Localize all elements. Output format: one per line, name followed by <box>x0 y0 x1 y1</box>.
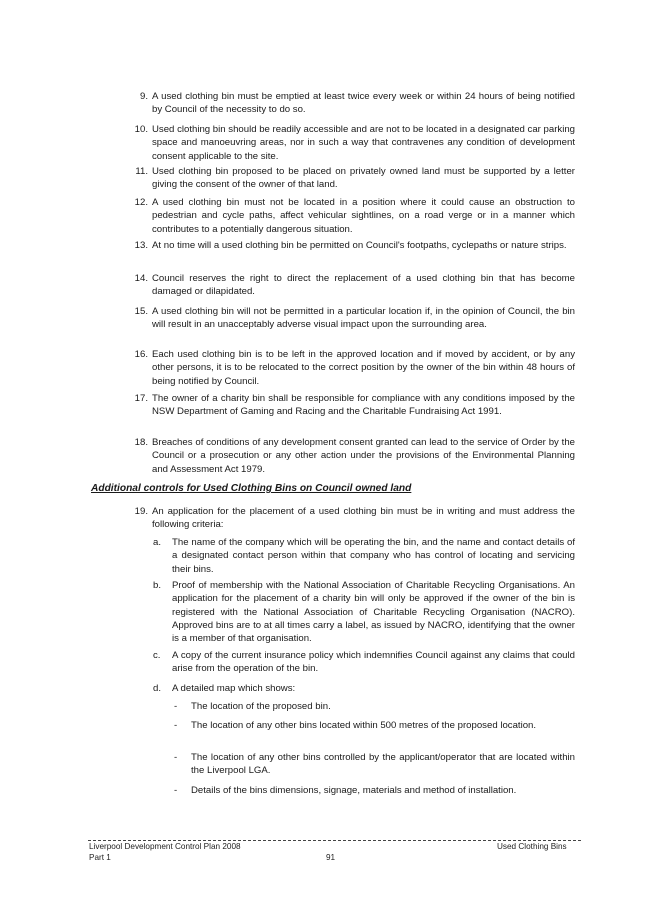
bullet-item <box>174 751 575 778</box>
dash-bullet: - <box>174 701 178 712</box>
list-item <box>134 505 575 532</box>
item-number: 9. <box>139 91 148 102</box>
bullet-text: The location of any other bins located within 500 metres of the proposed location. <box>191 720 537 731</box>
sub-item-letter: a. <box>153 537 162 548</box>
list-item <box>135 165 575 192</box>
sub-item <box>153 649 575 676</box>
item-number: 13. <box>134 240 148 251</box>
item-number: 19. <box>134 506 148 517</box>
list-item <box>139 90 575 117</box>
item-number: 14. <box>134 273 148 284</box>
footer-divider <box>88 840 581 841</box>
footer-document-title: Liverpool Development Control Plan 2008 <box>89 842 241 851</box>
sub-item-text: Proof of membership with the National Association of Charitable Recycling Organisations. An application for the placement of a charity bin will only be approved if the owner of the bin is registered with the National Association of Charitable Recycling Organisation (NACRO). Approved bins are to at all times carry a label, as issued by NACRO, identifying that the owner is a member of that organisation. <box>172 580 575 645</box>
list-item <box>134 392 575 419</box>
item-text: Used clothing bin proposed to be placed on privately owned land must be supported by a letter giving the consent of the owner of that land. <box>152 166 575 191</box>
dash-bullet: - <box>174 720 178 731</box>
sub-item-text: The name of the company which will be operating the bin, and the name and contact details of a designated contact person within that company who has control of locating and servicing their bins. <box>172 537 575 575</box>
item-text: A used clothing bin will not be permitted in a particular location if, in the opinion of Council, the bin will result in an unacceptably adverse visual impact upon the surrounding area. <box>152 306 575 331</box>
footer-section-title: Used Clothing Bins <box>497 842 567 851</box>
bullet-text: The location of the proposed bin. <box>191 701 331 712</box>
bullet-item <box>174 719 575 732</box>
item-number: 12. <box>134 197 148 208</box>
list-item <box>134 196 575 236</box>
list-item <box>134 305 575 332</box>
sub-item <box>153 536 575 576</box>
sub-item-text: A copy of the current insurance policy which indemnifies Council against any claims that could arise from the operation of the bin. <box>172 650 575 675</box>
item-text: Each used clothing bin is to be left in the approved location and if moved by accident, or by any other persons, it is to be relocated to the correct position by the owner of the bin within 48 hours of being notified by Council. <box>152 349 575 387</box>
list-item <box>134 272 575 299</box>
list-item <box>134 348 575 388</box>
item-text: Used clothing bin should be readily accessible and are not to be located in a designated car parking space and manoeuvring areas, nor in such a way that contravenes any condition of development consent applicable to the site. <box>152 124 575 162</box>
sub-item <box>153 579 575 645</box>
item-text: Breaches of conditions of any development consent granted can lead to the service of Order by the Council or a prosecution or any other action under the provisions of the Environmental Planning and Assessment Act 1979. <box>152 437 575 475</box>
item-number: 15. <box>134 306 148 317</box>
bullet-item <box>174 784 575 797</box>
sub-item <box>153 682 575 695</box>
list-item <box>134 123 575 163</box>
item-text: A used clothing bin must not be located in a position where it could cause an obstruction to pedestrian and cycle paths, affect vehicular sightlines, on a road verge or in a manner which contributes to a potentially dangerous situation. <box>152 197 575 235</box>
sub-item-letter: b. <box>153 580 162 591</box>
section-heading: Additional controls for Used Clothing Bins on Council owned land <box>91 483 412 494</box>
sub-item-letter: d. <box>153 683 162 694</box>
sub-item-letter: c. <box>153 650 161 661</box>
footer-part: Part 1 <box>89 853 111 862</box>
bullet-text: The location of any other bins controlled by the applicant/operator that are located within the Liverpool LGA. <box>191 752 575 777</box>
page-number: 91 <box>326 853 336 862</box>
item-number: 18. <box>134 437 148 448</box>
item-text: An application for the placement of a used clothing bin must be in writing and must address the following criteria: <box>152 506 575 531</box>
item-text: At no time will a used clothing bin be permitted on Council's footpaths, cyclepaths or nature strips. <box>152 240 567 251</box>
dash-bullet: - <box>174 785 178 796</box>
sub-item-text: A detailed map which shows: <box>172 683 296 694</box>
item-text: Council reserves the right to direct the replacement of a used clothing bin that has become damaged or dilapidated. <box>152 273 575 298</box>
bullet-item <box>174 700 575 713</box>
item-number: 16. <box>134 349 148 360</box>
list-item <box>134 239 575 252</box>
item-number: 17. <box>134 393 148 404</box>
list-item <box>134 436 575 476</box>
bullet-text: Details of the bins dimensions, signage, materials and method of installation. <box>191 785 517 796</box>
item-number: 10. <box>134 124 148 135</box>
item-text: A used clothing bin must be emptied at least twice every week or within 24 hours of being notified by Council of the necessity to do so. <box>152 91 575 116</box>
item-number: 11. <box>135 166 148 177</box>
dash-bullet: - <box>174 752 178 763</box>
item-text: The owner of a charity bin shall be responsible for compliance with any conditions imposed by the NSW Department of Gaming and Racing and the Charitable Fundraising Act 1991. <box>152 393 575 418</box>
